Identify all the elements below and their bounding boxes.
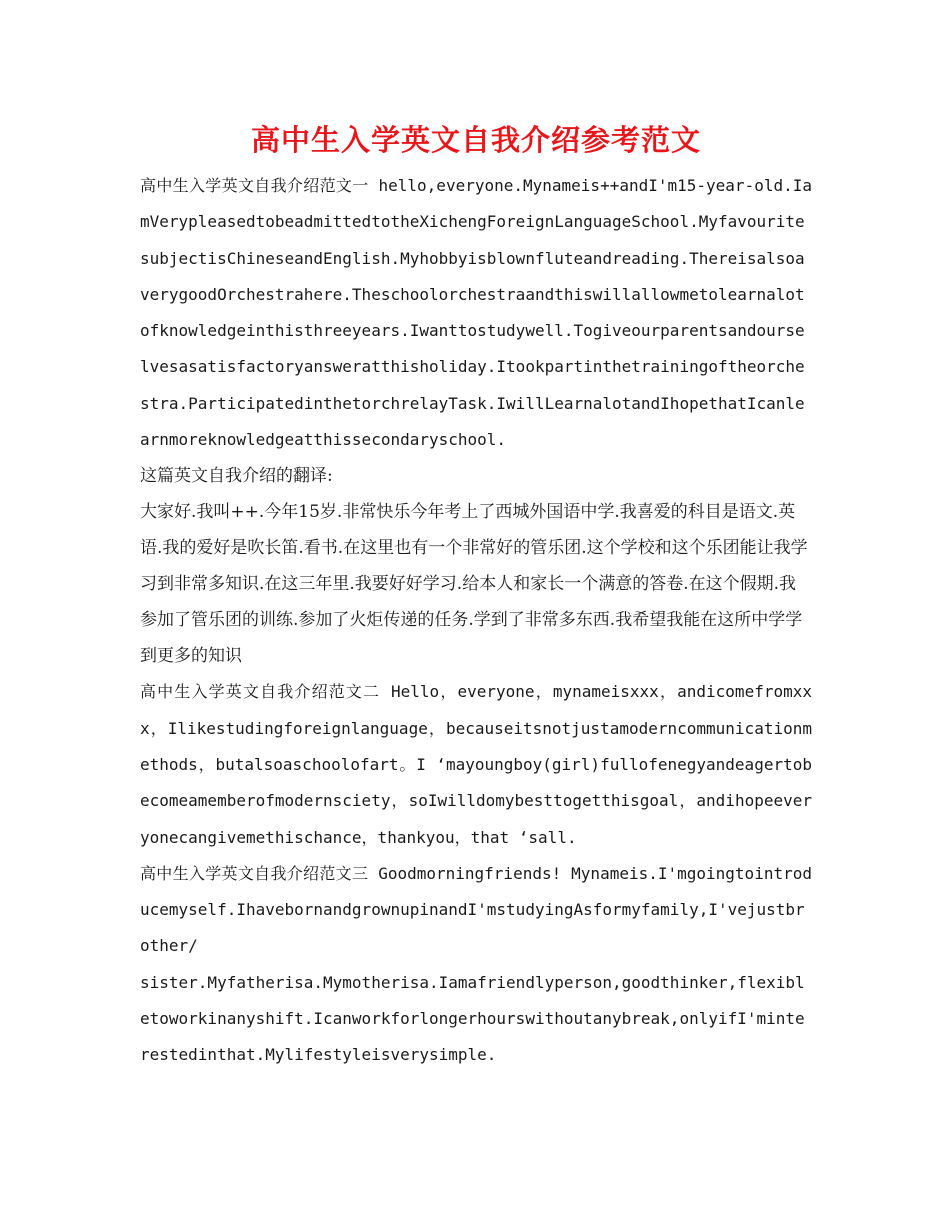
document-title: 高中生入学英文自我介绍参考范文 — [250, 123, 701, 157]
document-page — [140, 118, 812, 1074]
translation-heading: 这篇英文自我介绍的翻译: — [140, 466, 333, 487]
sample-three-paragraph: 高中生入学英文自我介绍范文三 Goodmorningfriends! Mynameis.I'mgoingtointroducemyself.IhavebornandgrownupinandI'mstudyingAsformyfamily,I'vejustbrother/ — [140, 863, 812, 956]
sample-two-paragraph: 高中生入学英文自我介绍范文二 Hello，everyone，mynameisxxx，andicomefromxxx，Ilikestudingforeignlanguage，becauseitsnotjustamoderncommunicationmethods，butalsoaschoolofart。I ‘mayoungboy(girl)fullofenegyandeagertobecomeamemberofmodernsciety，soIwilldomybesttogetthisgoal，andihopeeveryonecangivemethischance，thankyou，that ‘sall. — [140, 682, 812, 847]
sample-one-paragraph: 高中生入学英文自我介绍范文一 hello,everyone.Mynameis++andI'm15-year-old.IamVerypleasedtobeadmittedtotheXichengForeignLanguageSchool.MyfavouritesubjectisChineseandEnglish.Myhobbyisblownfluteandreading.ThereisalsoaverygoodOrchestrahere.Theschoolorchestraandthiswillallowmetolearnalotofknowledgeinthisthreeyears.Iwanttostudywell.Togiveourparentsandourselvesasatisfactoryansweratthisholiday.Itookpartinthetrainingoftheorchestra.ParticipatedinthetorchrelayTask.IwillLearnalotandIhopethatIcanlearnmoreknowledgeatthissecondaryschool. — [140, 176, 812, 450]
sample-three-continuation: sister.Myfatherisa.Mymotherisa.Iamafriendlyperson,goodthinker,flexibletoworkinanyshift.Icanworkforlongerhourswithoutanybreak,onlyifI'minterestedinthat.Mylifestyleisverysimple. — [140, 972, 805, 1065]
translation-paragraph: 大家好.我叫++.今年15岁.非常快乐今年考上了西城外国语中学.我喜爱的科目是语文.英语.我的爱好是吹长笛.看书.在这里也有一个非常好的管乐团.这个学校和这个乐团能让我学习到非常多知识.在这三年里.我要好好学习.给本人和家长一个满意的答卷.在这个假期.我参加了管乐团的训练.参加了火炬传递的任务.学到了非常多东西.我希望我能在这所中学学到更多的知识 — [140, 502, 808, 667]
